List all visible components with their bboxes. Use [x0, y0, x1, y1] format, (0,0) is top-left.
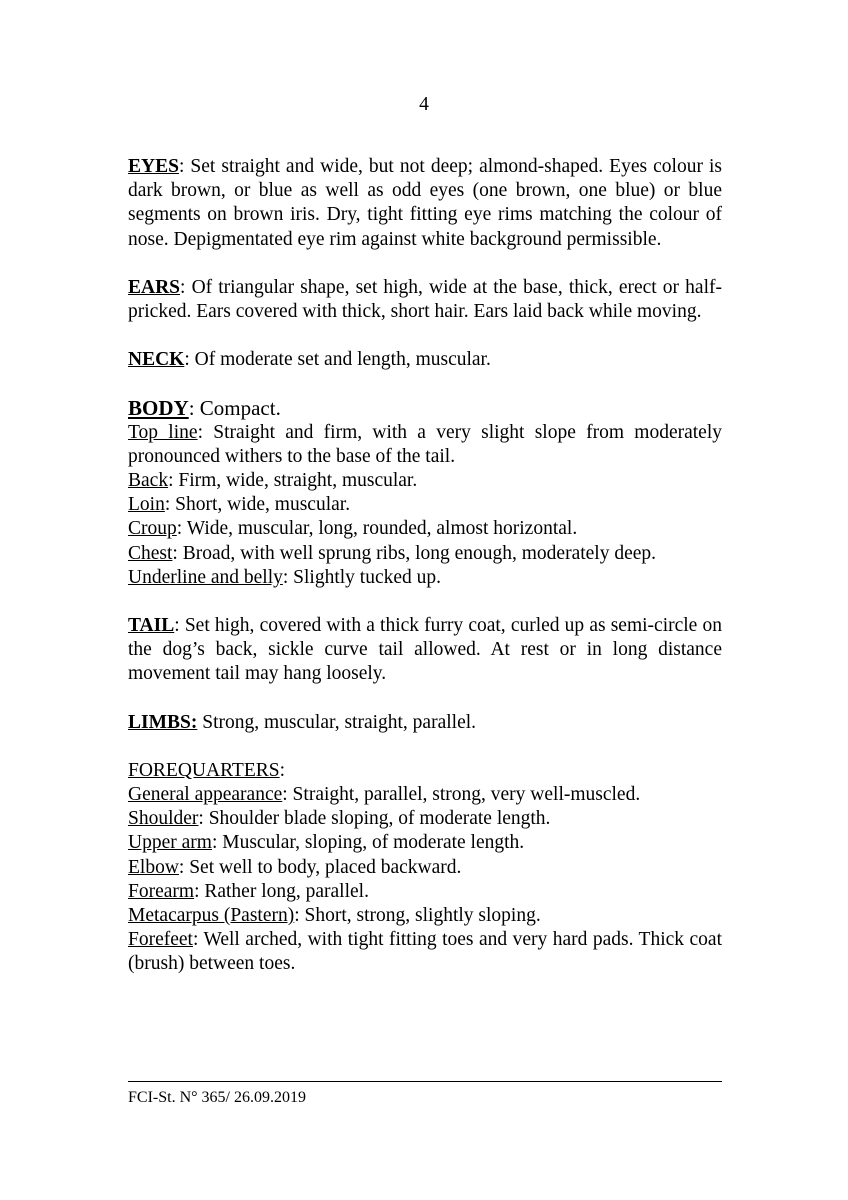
body-item-loin — [128, 493, 722, 517]
section-neck — [128, 348, 722, 372]
section-text-body: : Compact. — [188, 396, 281, 421]
section-tail — [128, 614, 722, 687]
forequarters-item-label: Forefeet — [128, 929, 193, 951]
body-item-chest — [128, 542, 722, 566]
footer-reference: FCI-St. N° 365/ 26.09.2019 — [128, 1089, 306, 1106]
body-item-label: Underline and belly — [128, 566, 283, 588]
forequarters-item-label: Metacarpus (Pastern) — [128, 905, 295, 927]
section-eyes — [128, 155, 722, 252]
forequarters-item-text: : Rather long, parallel. — [194, 880, 369, 902]
forequarters-item-label: Forearm — [128, 880, 195, 902]
body-item-top-line — [128, 421, 722, 469]
body-item-croup — [128, 517, 722, 541]
section-text-eyes: : Set straight and wide, but not deep; almond-shaped. Eyes colour is dark brown, or blue as well as odd eyes (one brown, one blue) or blue segments on brown iris. Dry, tight fitting eye rims matching the colour of nose. Depigmentated eye rim against white background permissible. — [128, 156, 722, 250]
forequarters-item-forefeet — [128, 928, 722, 976]
page-number: 4 — [419, 94, 429, 115]
section-heading-limbs: LIMBS: — [128, 711, 198, 733]
body-item-text: : Wide, muscular, long, rounded, almost horizontal. — [176, 518, 578, 540]
body-item-text: : Broad, with well sprung ribs, long enough, moderately deep. — [172, 542, 657, 564]
forequarters-item-label: Shoulder — [128, 808, 199, 830]
section-limbs — [128, 711, 722, 735]
body-item-underline — [128, 566, 722, 590]
section-heading-tail: TAIL — [128, 615, 175, 637]
forequarters-item-forearm — [128, 880, 722, 904]
forequarters-item-text: : Well arched, with tight fitting toes and very hard pads. Thick coat (brush) between toes. — [128, 929, 722, 975]
body-item-text: : Short, wide, muscular. — [164, 494, 351, 516]
forequarters-item-label: Elbow — [128, 856, 179, 878]
forequarters-item-text: : Short, strong, slightly sloping. — [294, 905, 541, 927]
forequarters-item-label: General appearance — [128, 784, 283, 806]
section-body-title — [128, 396, 722, 420]
forequarters-item-text: : Muscular, sloping, of moderate length. — [211, 832, 525, 854]
body-item-label: Loin — [128, 494, 165, 516]
document-body — [128, 155, 722, 977]
section-heading-ears: EARS — [128, 276, 181, 298]
body-item-label: Croup — [128, 518, 177, 540]
forequarters-item-shoulder — [128, 807, 722, 831]
section-heading-forequarters: FOREQUARTERS — [128, 759, 280, 781]
section-heading-suffix: : — [279, 759, 286, 781]
body-item-label: Chest — [128, 542, 173, 564]
section-heading-neck: NECK — [128, 349, 185, 371]
forequarters-item-text: : Straight, parallel, strong, very well-muscled. — [282, 784, 641, 806]
section-heading-body: BODY — [128, 396, 189, 421]
section-text-neck: : Of moderate set and length, muscular. — [184, 349, 491, 371]
section-text-tail: : Set high, covered with a thick furry coat, curled up as semi-circle on the dog’s back, sickle curve tail allowed. At rest or in long distance movement tail may hang loosely. — [128, 615, 722, 685]
body-item-back — [128, 469, 722, 493]
section-heading-eyes: EYES — [128, 156, 179, 177]
forequarters-item-label: Upper arm — [128, 832, 212, 854]
forequarters-item-upper-arm — [128, 831, 722, 855]
section-text-limbs: Strong, muscular, straight, parallel. — [197, 711, 477, 733]
body-item-label: Back — [128, 470, 169, 492]
body-item-label: Top line — [128, 421, 198, 443]
body-item-text: : Slightly tucked up. — [282, 566, 442, 588]
body-item-text: : Straight and firm, with a very slight slope from moderately pronounced withers to the base of the tail. — [128, 421, 723, 467]
forequarters-item-text: : Shoulder blade sloping, of moderate length. — [198, 808, 551, 830]
section-forequarters-title — [128, 759, 722, 783]
forequarters-item-metacarpus — [128, 904, 722, 928]
forequarters-item-text: : Set well to body, placed backward. — [178, 856, 462, 878]
body-item-text: : Firm, wide, straight, muscular. — [168, 470, 418, 492]
section-body — [128, 396, 722, 590]
forequarters-item-general-appearance — [128, 783, 722, 807]
forequarters-item-elbow — [128, 856, 722, 880]
section-forequarters — [128, 759, 722, 977]
footer-divider — [128, 1081, 722, 1082]
section-ears — [128, 276, 722, 324]
section-text-ears: : Of triangular shape, set high, wide at the base, thick, erect or half-pricked. Ears covered with thick, short hair. Ears laid back while moving. — [128, 276, 722, 323]
